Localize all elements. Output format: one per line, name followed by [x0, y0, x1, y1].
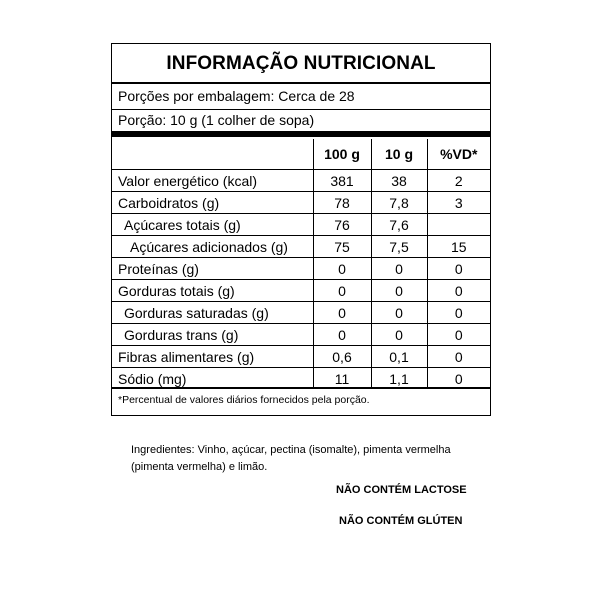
value-per-portion: 7,5 [371, 236, 427, 258]
row-label: Valor energético (kcal) [112, 170, 313, 192]
header-nutrient [112, 139, 313, 170]
table-row [112, 280, 490, 302]
header-daily-value: %VD* [427, 139, 490, 170]
value-daily-percent: 0 [427, 324, 490, 346]
value-daily-percent: 0 [427, 368, 490, 390]
value-per-100g: 0 [313, 258, 371, 280]
row-label: Gorduras totais (g) [112, 280, 313, 302]
value-per-portion: 0 [371, 258, 427, 280]
value-daily-percent: 3 [427, 192, 490, 214]
ingredients-text: Ingredientes: Vinho, açúcar, pectina (isomalte), pimenta vermelha (pimenta vermelha) e limão. [131, 444, 451, 473]
thick-divider [112, 131, 490, 137]
value-per-portion: 0 [371, 280, 427, 302]
value-per-100g: 11 [313, 368, 371, 390]
row-label: Gorduras saturadas (g) [112, 302, 313, 324]
value-daily-percent: 15 [427, 236, 490, 258]
row-label: Sódio (mg) [118, 370, 187, 387]
value-daily-percent: 0 [427, 258, 490, 280]
table-row [112, 346, 490, 368]
table-row [112, 324, 490, 346]
table-row [112, 192, 490, 214]
row-label: Fibras alimentares (g) [112, 346, 313, 368]
value-per-100g: 0,6 [313, 346, 371, 368]
value-per-100g: 78 [313, 192, 371, 214]
table-row [112, 214, 490, 236]
header-per-portion: 10 g [371, 139, 427, 170]
header-per-100g: 100 g [313, 139, 371, 170]
table-header-row [112, 139, 490, 170]
value-daily-percent [427, 214, 490, 236]
value-per-portion: 38 [371, 170, 427, 192]
row-label: Açúcares adicionados (g) [112, 236, 313, 258]
row-label: Proteínas (g) [112, 258, 313, 280]
value-per-portion: 7,8 [371, 192, 427, 214]
portions-per-package: Porções por embalagem: Cerca de 28 [118, 88, 355, 104]
lactose-free-claim: NÃO CONTÉM LACTOSE [336, 484, 467, 496]
table-row [112, 258, 490, 280]
value-per-portion: 7,6 [371, 214, 427, 236]
value-daily-percent: 0 [427, 280, 490, 302]
table-row [112, 236, 490, 258]
value-daily-percent: 0 [427, 346, 490, 368]
row-label: Açúcares totais (g) [112, 214, 313, 236]
gluten-free-claim: NÃO CONTÉM GLÚTEN [339, 515, 463, 527]
footnote-divider [112, 387, 490, 389]
portion-size: Porção: 10 g (1 colher de sopa) [118, 112, 315, 128]
value-per-portion: 0,1 [371, 346, 427, 368]
value-per-100g: 381 [313, 170, 371, 192]
value-per-portion: 0 [371, 324, 427, 346]
value-per-100g: 0 [313, 302, 371, 324]
value-per-portion: 1,1 [371, 368, 427, 390]
value-daily-percent: 2 [427, 170, 490, 192]
value-per-100g: 76 [313, 214, 371, 236]
table-row [112, 368, 490, 390]
value-daily-percent: 0 [427, 302, 490, 324]
nutrition-facts-panel [111, 43, 491, 416]
table-row [112, 170, 490, 192]
row-label: Carboidratos (g) [112, 192, 313, 214]
title-divider [112, 82, 490, 84]
value-per-100g: 75 [313, 236, 371, 258]
nutrition-title: INFORMAÇÃO NUTRICIONAL [166, 53, 436, 74]
daily-value-footnote: *Percentual de valores diários fornecidos pela porção. [118, 394, 370, 406]
value-per-100g: 0 [313, 280, 371, 302]
value-per-portion: 0 [371, 302, 427, 324]
portions-divider [112, 109, 490, 110]
value-per-100g: 0 [313, 324, 371, 346]
nutrition-table [112, 139, 490, 389]
table-row [112, 302, 490, 324]
row-label: Gorduras trans (g) [112, 324, 313, 346]
